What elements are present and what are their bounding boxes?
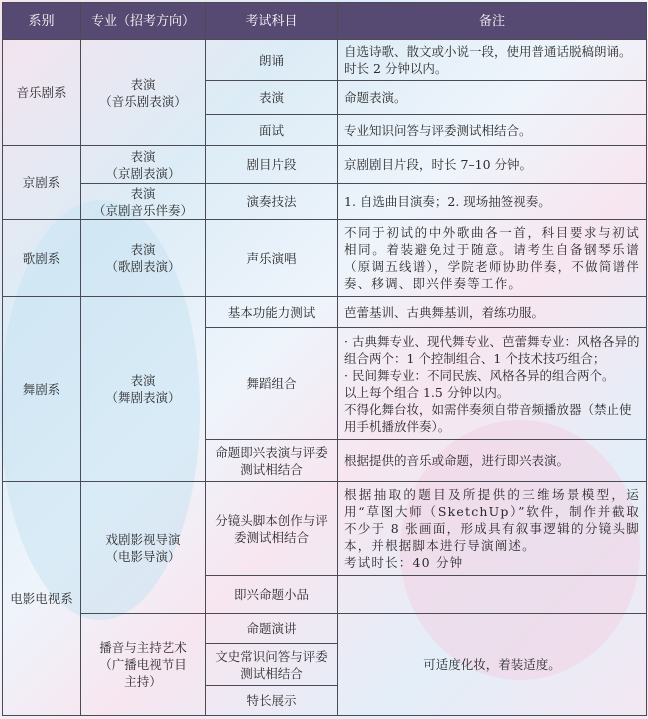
note-cell: 根据抽取的题目及所提供的三维场景模型，运用“草图大师（SketchUp）”软件，制作并截取不少于 8 张画面，形成具有叙事逻辑的分镜头脚本，并根据脚本进行导演阐述。 考试时长：40 分钟 [338,482,647,576]
subject-cell: 声乐演唱 [206,220,338,297]
subject-cell: 分镜头脚本创作与评委测试相结合 [206,482,338,576]
table-row [3,297,647,328]
major-cell: 表演 （京剧音乐伴奏） [81,184,206,220]
header-major: 专业（招考方向） [81,3,206,40]
subject-cell: 特长展示 [206,686,338,716]
major-cell: 播音与主持艺术 （广播电视节目 主持） [81,614,206,716]
dept-cell: 音乐剧系 [3,40,81,146]
subject-cell: 朗诵 [206,40,338,81]
major-cell: 表演 （舞剧表演） [81,297,206,482]
header-dept: 系别 [3,3,81,40]
dept-cell: 舞剧系 [3,297,81,482]
note-cell: 不同于初试的中外歌曲各一首，科目要求与初试相同。着装避免过于随意。请考生自备钢琴乐谱（原调五线谱），学院老师协助伴奏，不做简谱伴奏、移调、即兴伴奏等工作。 [338,220,647,297]
subject-cell: 文史常识问答与评委测试相结合 [206,644,338,686]
subject-cell: 演奏技法 [206,184,338,220]
header-note: 备注 [338,3,647,40]
subject-cell: 命题即兴表演与评委测试相结合 [206,440,338,482]
note-cell: 芭蕾基训、古典舞基训，着练功服。 [338,297,647,328]
note-cell: 可适度化妆，着装适度。 [338,614,647,716]
table-row [3,184,647,220]
note-cell: 1. 自选曲目演奏；2. 现场抽签视奏。 [338,184,647,220]
dept-cell: 京剧系 [3,146,81,220]
note-cell: 命题表演。 [338,81,647,115]
header-subject: 考试科目 [206,3,338,40]
dept-cell: 歌剧系 [3,220,81,297]
subject-cell: 命题演讲 [206,614,338,644]
table-row [3,146,647,184]
major-cell: 表演 （音乐剧表演） [81,40,206,146]
subject-cell: 剧目片段 [206,146,338,184]
major-cell: 表演 （京剧表演） [81,146,206,184]
note-cell: 专业知识问答与评委测试相结合。 [338,115,647,146]
note-cell [338,576,647,614]
table-row [3,482,647,576]
table-row [3,40,647,81]
note-cell: 自选诗歌、散文或小说一段，使用普通话脱稿朗诵。时长 2 分钟以内。 [338,40,647,81]
subject-cell: 基本功能力测试 [206,297,338,328]
note-cell: 京剧剧目片段，时长 7–10 分钟。 [338,146,647,184]
exam-table [2,2,647,716]
subject-cell: 舞蹈组合 [206,328,338,440]
subject-cell: 即兴命题小品 [206,576,338,614]
table-header-row [3,3,647,40]
dept-cell: 电影电视系 [3,482,81,716]
subject-cell: 表演 [206,81,338,115]
major-cell: 表演 （歌剧表演） [81,220,206,297]
note-cell: 根据提供的音乐或命题，进行即兴表演。 [338,440,647,482]
major-cell: 戏剧影视导演 （电影导演） [81,482,206,614]
table-row [3,220,647,297]
note-cell: · 古典舞专业、现代舞专业、芭蕾舞专业：风格各异的组合两个：1 个控制组合、1 个技术技巧组合； · 民间舞专业：不同民族、风格各异的组合两个。 以上每个组合 1.5 分钟以内。 不得化舞台妆，如需伴奏须自带音频播放器（禁止使用手机播放伴奏）。 [338,328,647,440]
subject-cell: 面试 [206,115,338,146]
table-row [3,614,647,644]
